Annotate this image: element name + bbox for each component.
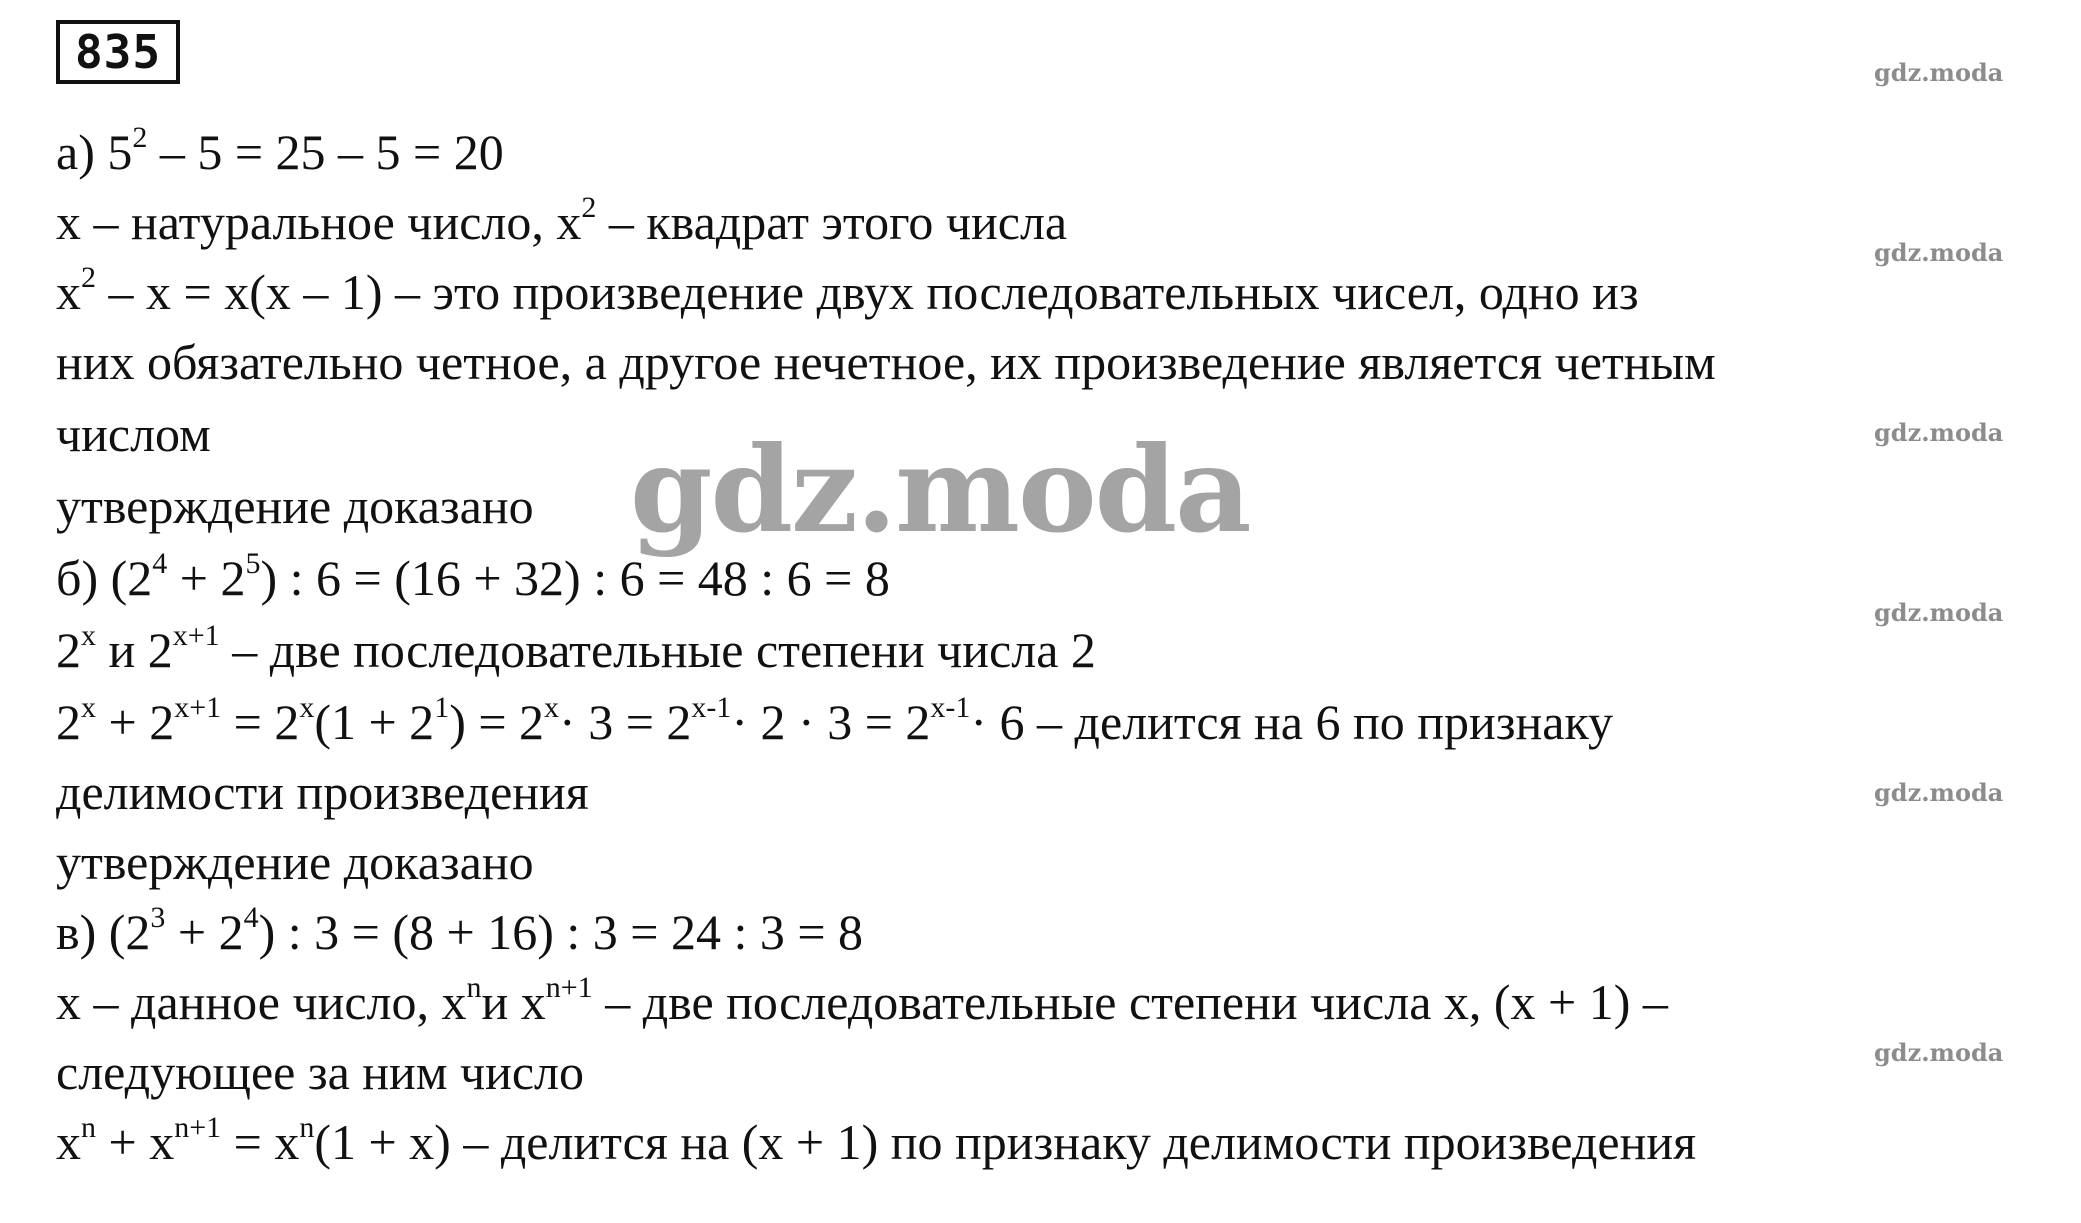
line-a-2: x – натуральное число, $x^2$ – квадрат этого числа xyxy=(56,191,1068,250)
line-a-3: $x^2 - x = x(x - 1)$ – это произведение двух последовательных чисел, одно из xyxy=(56,261,1639,320)
line-c-3: следующее за ним число xyxy=(56,1044,585,1100)
task-number-box: 835 xyxy=(56,20,180,84)
watermark-small: gdz.moda xyxy=(1874,598,2004,627)
line-a-5: числом xyxy=(56,406,211,462)
watermark-small: gdz.moda xyxy=(1874,778,2004,807)
line-b-5: утверждение доказано xyxy=(56,834,534,890)
watermark-small: gdz.moda xyxy=(1874,418,2004,447)
line-b-1: б) $(2^4 + 2^5)$ : 6 = (16 + 32) : 6 = 48 : 6 = 8 xyxy=(56,547,890,606)
line-b-4: делимости произведения xyxy=(56,764,589,820)
line-c-4: $x^n + x^{n+1} = x^n(1 + x)$ – делится на (x + 1) по признаку делимости произведения xyxy=(56,1111,1697,1170)
line-a-1: а) $5^2 - 5 = 25 - 5 = 20$ xyxy=(56,121,504,180)
watermark-small: gdz.moda xyxy=(1874,238,2004,267)
line-a-6: утверждение доказано xyxy=(56,478,534,534)
watermark-large: gdz.moda xyxy=(630,420,1250,559)
line-b-3: $2^x + 2^{x+1} = 2^x(1 + 2^1) = 2^x\cdot 3 = 2^{x-1}\cdot 2 \cdot 3 = 2^{x-1}\cdot 6$ – делится на 6 по признаку xyxy=(56,691,1614,750)
watermark-small: gdz.moda xyxy=(1874,58,2004,87)
line-c-1: в) $(2^3 + 2^4)$ : 3 = (8 + 16) : 3 = 24 : 3 = 8 xyxy=(56,901,864,960)
line-a-4: них обязательно четное, а другое нечетное, их произведение является четным xyxy=(56,334,1716,390)
line-b-2: 2$^x$ и $2^{x+1}$ – две последовательные степени числа 2 xyxy=(56,619,1096,678)
watermark-small: gdz.moda xyxy=(1874,1038,2004,1067)
line-c-2: x – данное число, $x^nи$ $x^{n+1}$ – две последовательные степени числа x, (x + 1) – xyxy=(56,971,1668,1030)
